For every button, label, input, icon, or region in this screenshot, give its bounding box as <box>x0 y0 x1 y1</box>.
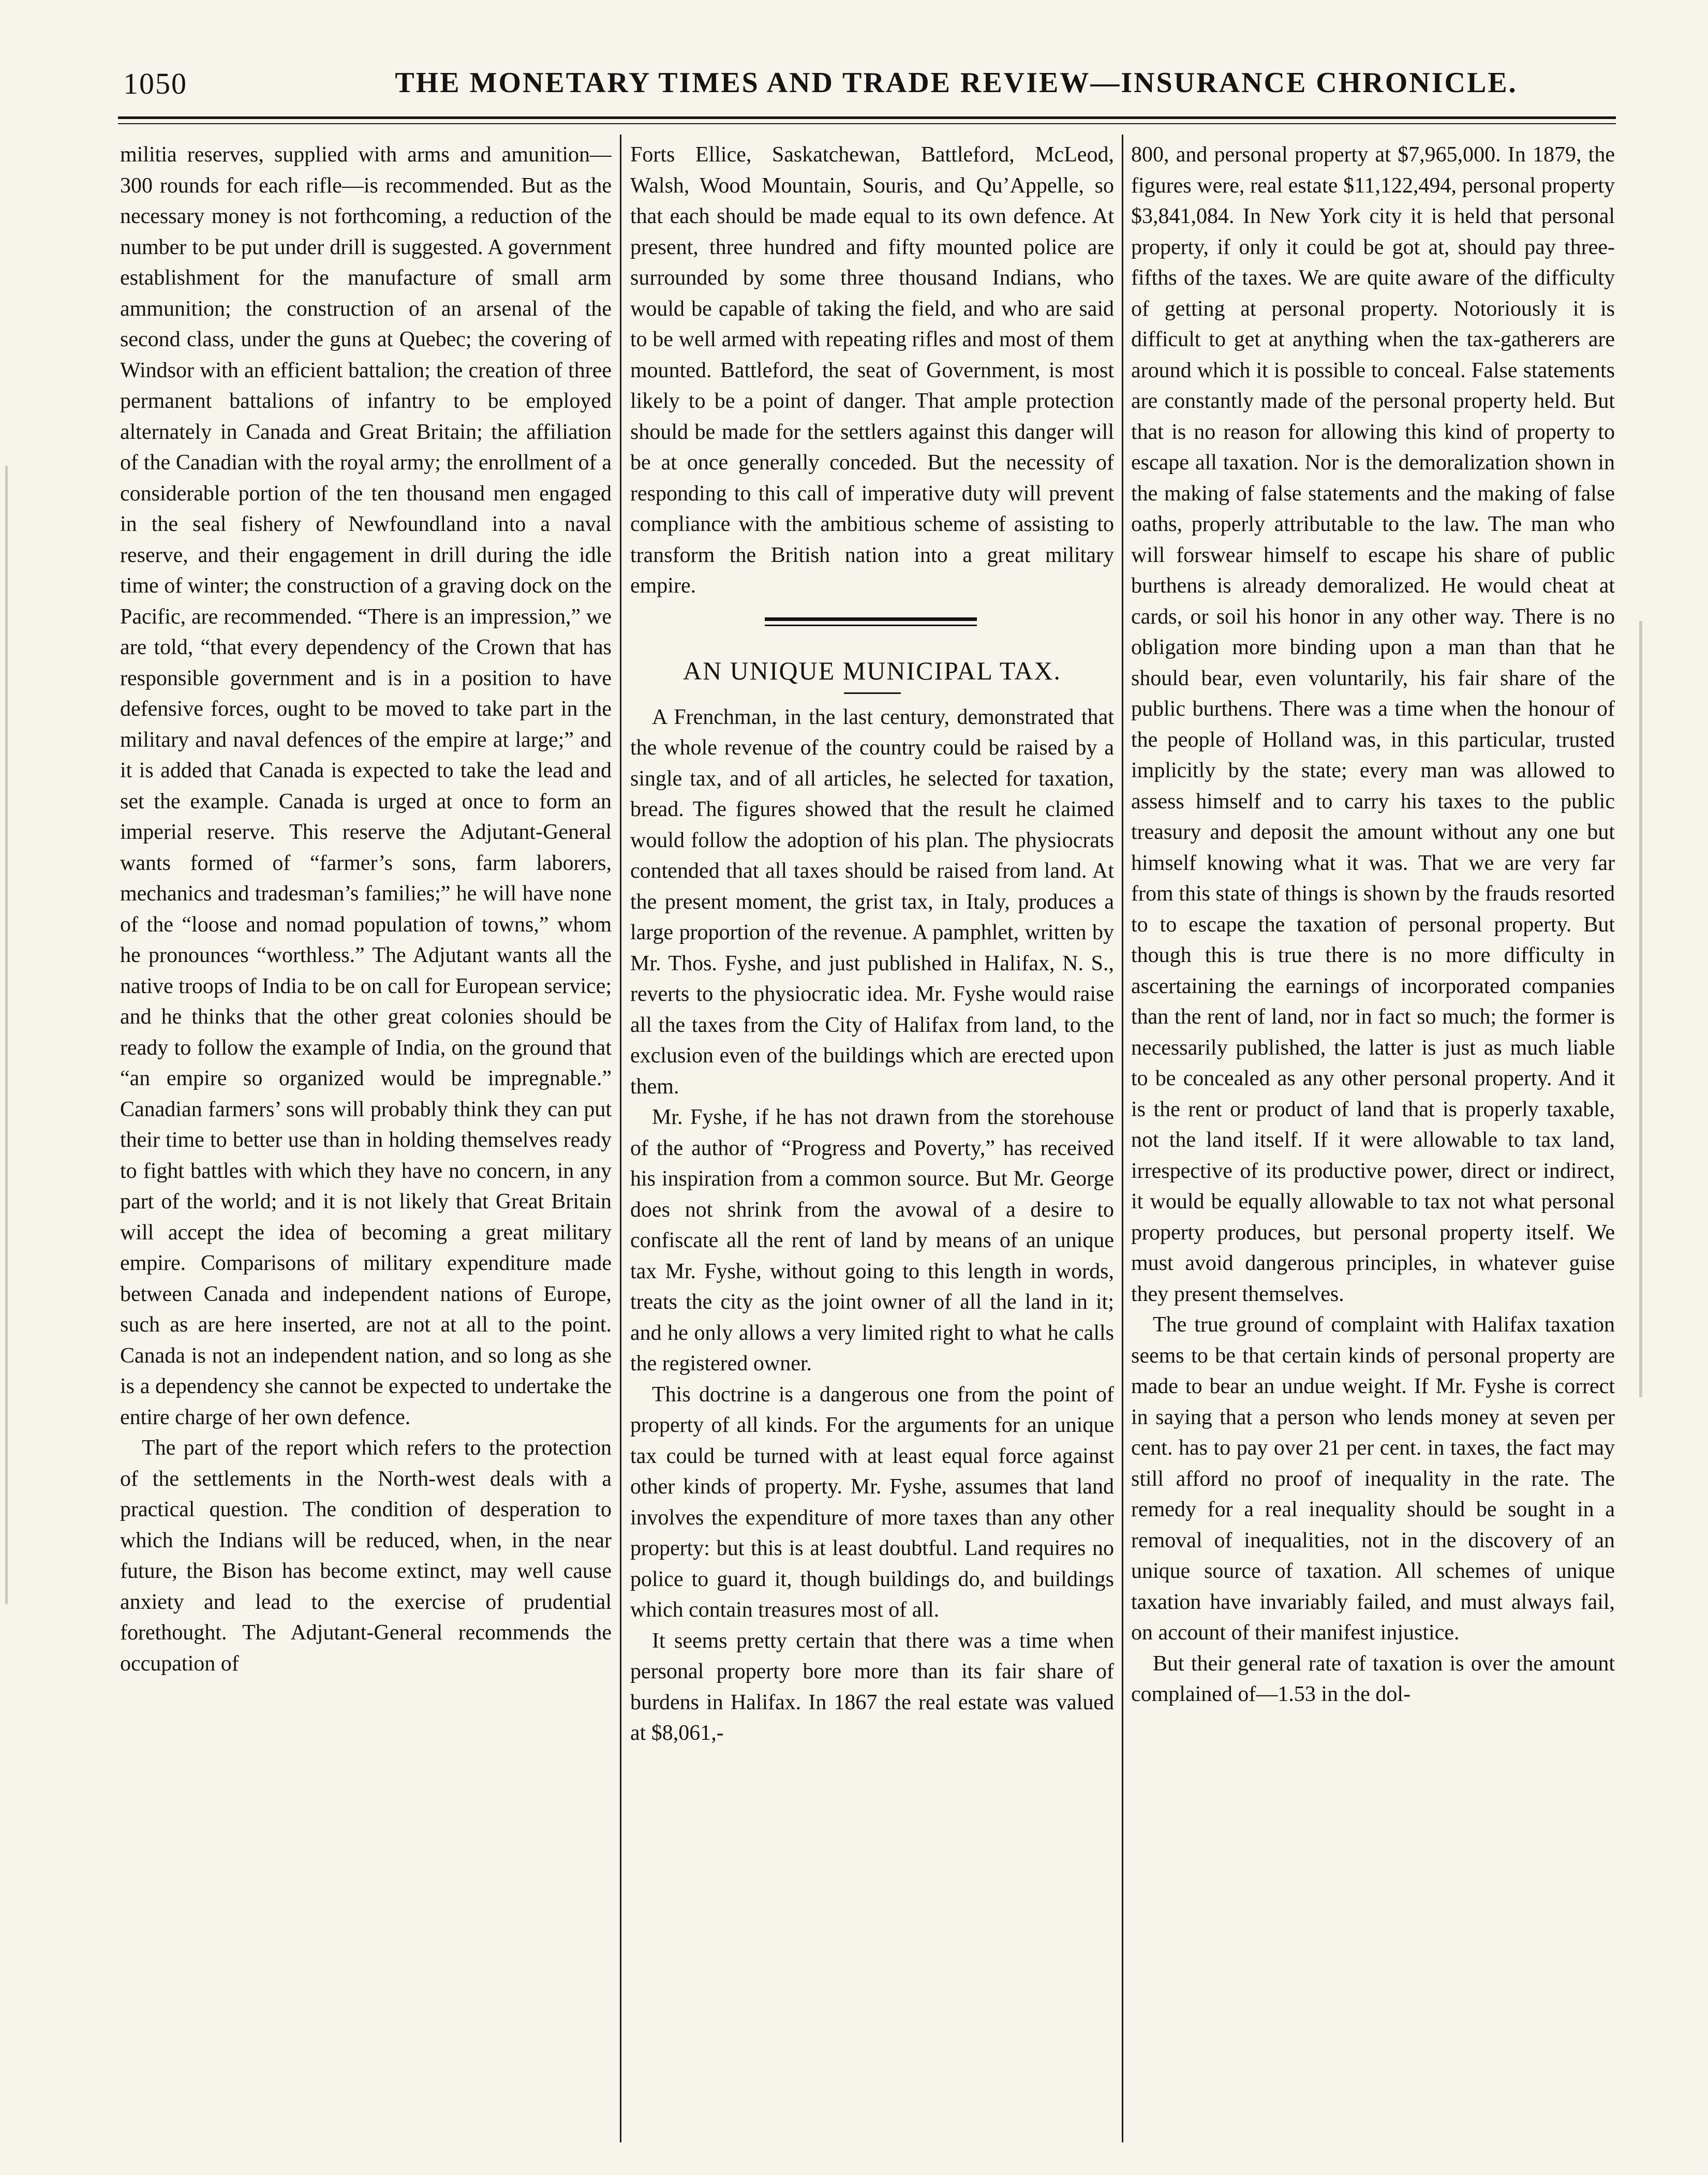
running-title: THE MONETARY TIMES AND TRADE REVIEW—INSURANCE CHRONICLE. <box>395 67 1518 99</box>
page-edge-shadow-left <box>5 466 8 1604</box>
column-2 <box>630 140 1114 2142</box>
section-rule-thick <box>765 617 977 621</box>
column-1 <box>120 140 612 2142</box>
column-divider-2 <box>1122 135 1123 2142</box>
paragraph: It seems pretty certain that there was a time when personal property bore more than its fair share of burdens in Halifax. In 1867 the real estate was valued at $8,061,- <box>630 1629 1114 1745</box>
paragraph: But their general rate of taxation is over the amount complained of—1.53 in the dol- <box>1131 1651 1615 1706</box>
section-break-rule <box>630 602 1114 651</box>
section-rule-thin <box>765 625 977 626</box>
paragraph: The part of the report which refers to the protection of the settlements in the North-west deals with a practical question. The condition of desperation to which the Indians will be reduced, when, in the near future, the Bison has become extinct, may well cause anxiety and lead to the exercise of prudential forethought. The Adjutant-General recommends the occupation of <box>120 1436 612 1676</box>
column-divider-1 <box>620 135 621 2142</box>
article-heading: AN UNIQUE MUNICIPAL TAX. <box>682 656 1062 685</box>
paragraph: This doctrine is a dangerous one from the point of property of all kinds. For the arguments for an unique tax could be turned with at least equal force against other kinds of property. Mr. Fyshe, assumes that land involves the expenditure of more taxes than any other property: but this is at least doubtful. Land requires no police to guard it, though buildings do, and buildings which contain treasures most of all. <box>630 1382 1114 1622</box>
header-rule-thick <box>118 116 1616 119</box>
paragraph: The true ground of complaint with Halifax taxation seems to be that certain kinds of personal property are made to bear an undue weight. If Mr. Fyshe is correct in saying that a person who lends money at seven per cent. has to pay over 21 per cent. in taxes, the fact may still afford no proof of inequality in the rate. The remedy for a real inequality should be sought in a removal of inequalities, not in the discovery of an unique source of taxation. All schemes of unique taxation have invariably failed, and must always fail, on account of their manifest injustice. <box>1131 1313 1615 1645</box>
paragraph: A Frenchman, in the last century, demonstrated that the whole revenue of the country could be raised by a single tax, and of all articles, he selected for taxation, bread. The figures showed that the result he claimed would follow the adoption of his plan. The physiocrats contended that all taxes should be raised from land. At the present moment, the grist tax, in Italy, produces a large proportion of the revenue. A pamphlet, written by Mr. Thos. Fyshe, and just published in Halifax, N. S., reverts to the physiocratic idea. Mr. Fyshe would raise all the taxes from the City of Halifax from land, to the exclusion even of the buildings which are erected upon them. <box>630 705 1114 1099</box>
paragraph: Mr. Fyshe, if he has not drawn from the storehouse of the author of “Progress and Poverty,” has received his inspiration from a common source. But Mr. George does not shrink from the avowal of a desire to confiscate all the rent of land by means of an unique tax Mr. Fyshe, without going to this length in words, treats the city as the joint owner of all the land in it; and he only allows a very limited right to what he calls the registered owner. <box>630 1105 1114 1375</box>
header-rule-thin <box>118 123 1616 124</box>
page-header <box>118 66 1616 102</box>
paragraph: militia reserves, supplied with arms and amunition—300 rounds for each rifle—is recommended. But as the necessary money is not forthcoming, a reduction of the number to be put under drill is suggested. A government establishment for the manufacture of small arm ammunition; the construction of an arsenal of the second class, under the guns at Quebec; the covering of Windsor with an efficient battalion; the creation of three permanent battalions of infantry to be employed alternately in Canada and Great Britain; the affiliation of the Canadian with the royal army; the enrollment of a considerable portion of the ten thousand men engaged in the seal fishery of Newfoundland into a naval reserve, and their engagement in drill during the idle time of winter; the construction of a graving dock on the Pacific, are recommended. “There is an impression,” we are told, “that every dependency of the Crown that has responsible government and is in a position to have defensive forces, ought to be moved to take part in the military and naval defences of the empire at large;” and it is added that Canada is expected to take the lead and set the example. Canada is urged at once to form an imperial reserve. This reserve the Adjutant-General wants formed of “farmer’s sons, farm laborers, mechanics and tradesman’s families;” he will have none of the “loose and nomad population of towns,” whom he pronounces “worthless.” The Adjutant wants all the native troops of India to be on call for European service; and he thinks that the other great colonies should be ready to follow the example of India, on the ground that “an empire so organized would be impregnable.” Canadian farmers’ sons will probably think they can put their time to better use than in holding themselves ready to fight battles with which they have no concern, in any part of the world; and it is not likely that Great Britain will accept the idea of becoming a great military empire. Comparisons of military expenditure made between Canada and independent nations of Europe, such as are here inserted, are not at all to the point. Canada is not an independent nation, and so long as she is a dependency she cannot be expected to undertake the entire charge of her own defence. <box>120 143 612 1429</box>
column-3 <box>1131 140 1615 2142</box>
page-number: 1050 <box>123 67 187 100</box>
paragraph: 800, and personal property at $7,965,000. In 1879, the figures were, real estate $11,122,494, personal property $3,841,084. In New York city it is held that personal property, if only it could be got at, should pay three-fifths of the taxes. We are quite aware of the difficulty of getting at personal property. Notoriously it is difficult to get at anything when the tax-gatherers are around which it is possible to conceal. False statements are constantly made of the personal property held. But that is no reason for allowing this kind of property to escape all taxation. Nor is the demoralization shown in the making of false statements and the making of false oaths, properly attributable to the law. The man who will forswear himself to escape his share of public burthens is already demoralized. He would cheat at cards, or soil his honor in any other way. There is no obligation more binding upon a man than that he should bear, even voluntarily, his fair share of the public burthens. There was a time when the honour of the people of Holland was, in this particular, trusted implicitly by the state; every man was allowed to assess himself and to carry his taxes to the public treasury and deposit the amount without any one but himself knowing what it was. That we are very far from this state of things is shown by the frauds resorted to to escape the taxation of personal property. But though this is true there is no more difficulty in ascertaining the earnings of incorporated companies than the rent of land, nor in fact so much; the former is necessarily published, the latter is just as much liable to be concealed as any other personal property. And it is the rent or product of land that is properly taxable, not the land itself. If it were allowable to tax land, irrespective of its productive power, direct or indirect, it would be equally allowable to tax not what personal property produces, but personal property itself. We must avoid dangerous principles, in whatever guise they present themselves. <box>1131 143 1615 1306</box>
page-edge-shadow <box>1639 621 1642 1397</box>
heading-rule <box>844 692 901 694</box>
paragraph: Forts Ellice, Saskatchewan, Battleford, McLeod, Walsh, Wood Mountain, Souris, and Qu’Appelle, so that each should be made equal to its own defence. At present, three hundred and fifty mounted police are surrounded by some three thousand Indians, who would be capable of taking the field, and who are said to be well armed with repeating rifles and most of them mounted. Battleford, the seat of Government, is most likely to be a point of danger. That ample protection should be made for the settlers against this danger will be at once generally conceded. But the necessity of responding to this call of imperative duty will prevent compliance with the ambitious scheme of assisting to transform the British nation into a great military empire. <box>630 143 1114 598</box>
